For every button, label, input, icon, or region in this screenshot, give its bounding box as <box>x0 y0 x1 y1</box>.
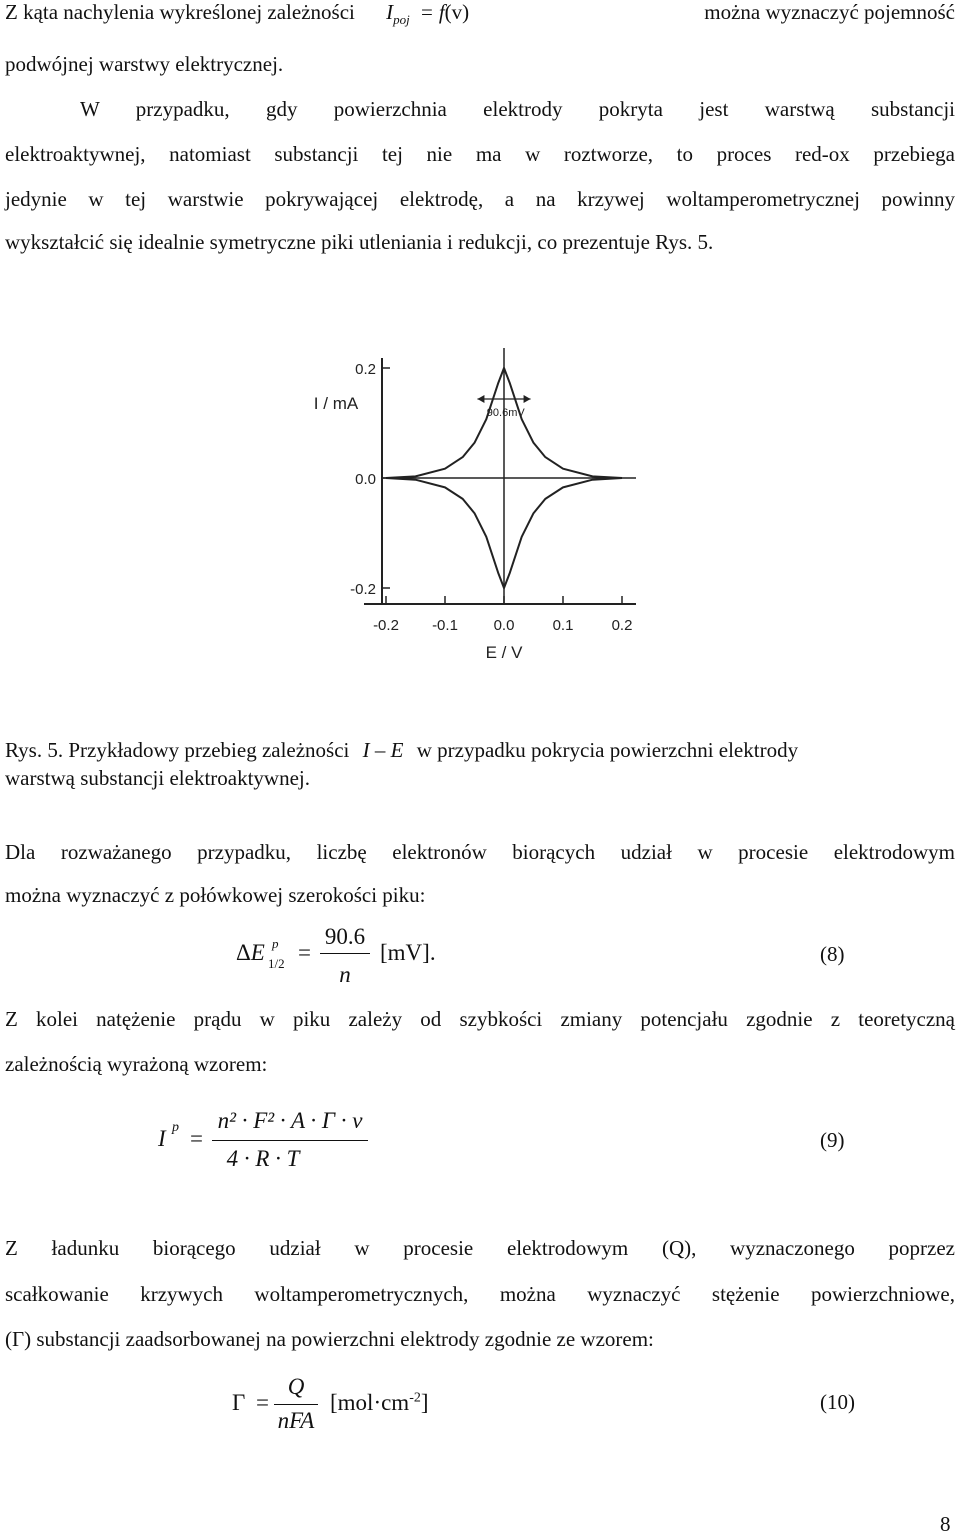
text-line: elektroaktywnej, natomiast substancji tej nie ma w roztworze, to proces red-ox przebiega <box>5 142 955 166</box>
x-tick-label: -0.2 <box>373 617 399 634</box>
x-tick-label: -0.1 <box>432 617 458 634</box>
text-line: jedynie w tej warstwie pokrywającej elektrodę, a na krzywej woltamperometrycznej powinny <box>5 187 955 211</box>
fwhm-label: 90.6mV <box>486 407 525 419</box>
fraction-bar <box>320 953 370 954</box>
text-line: można wyznaczyć z połówkowej szerokości piku: <box>5 883 426 907</box>
text-line: Z ładunku biorącego udział w procesie elektrodowym (Q), wyznaczonego poprzez <box>5 1236 955 1260</box>
y-tick-label: -0.2 <box>350 581 376 598</box>
text-line: zależnością wyrażoną wzorem: <box>5 1052 268 1076</box>
y-tick-label: 0.2 <box>355 361 376 378</box>
caption-line-1: Rys. 5. Przykładowy przebieg zależności I – E w przypadku pokrycia powierzchni elektrody <box>5 738 799 762</box>
equation-number: (10) <box>820 1390 855 1414</box>
text-line: W przypadku, gdy powierzchnia elektrody pokryta jest warstwą substancji <box>80 97 955 121</box>
fraction-bar <box>212 1140 368 1141</box>
x-tick-label: 0.0 <box>493 617 515 634</box>
paragraph-1-line-2: podwójnej warstwy elektrycznej. <box>5 52 284 76</box>
x-tick-label: 0.1 <box>552 617 574 634</box>
y-tick-label: 0.0 <box>355 471 376 488</box>
fraction-bar <box>274 1404 318 1405</box>
cyclic-voltammogram-chart <box>0 295 960 715</box>
fwhm-arrowhead-right <box>524 395 531 403</box>
text-line: Dla rozważanego przypadku, liczbę elektronów biorących udział w procesie elektrodowym <box>5 840 955 864</box>
inline-formula-ipoj: $I_{poj} = f(v)$ <box>386 0 470 28</box>
text-line: Z kolei natężenie prądu w piku zależy od szybkości zmiany potencjału zgodnie z teoretyczną <box>5 1007 955 1031</box>
text-line: scałkowanie krzywych woltamperometrycznych, można wyznaczyć stężenie powierzchniowe, <box>5 1282 955 1306</box>
text-line: (Γ) substancji zaadsorbowanej na powierzchni elektrody zgodnie ze wzorem: <box>5 1327 654 1351</box>
text-line: wykształcić się idealnie symetryczne piki utleniania i redukcji, co prezentuje Rys. 5. <box>5 230 714 254</box>
x-tick-label: 0.2 <box>611 617 633 634</box>
paragraph-1-line-1: Z kąta nachylenia wykreślonej zależności $I_{poj} = f(v)$ można wyznaczyć pojemność <box>5 0 955 28</box>
equation-number: (9) <box>820 1128 845 1152</box>
equation-number: (8) <box>820 942 845 966</box>
fwhm-arrowhead-left <box>477 395 484 403</box>
y-axis-label: I / mA <box>313 394 359 413</box>
page-number: 8 <box>940 1512 951 1536</box>
caption-line-2: warstwą substancji elektroaktywnej. <box>5 766 310 790</box>
x-axis-label: E / V <box>485 643 523 662</box>
